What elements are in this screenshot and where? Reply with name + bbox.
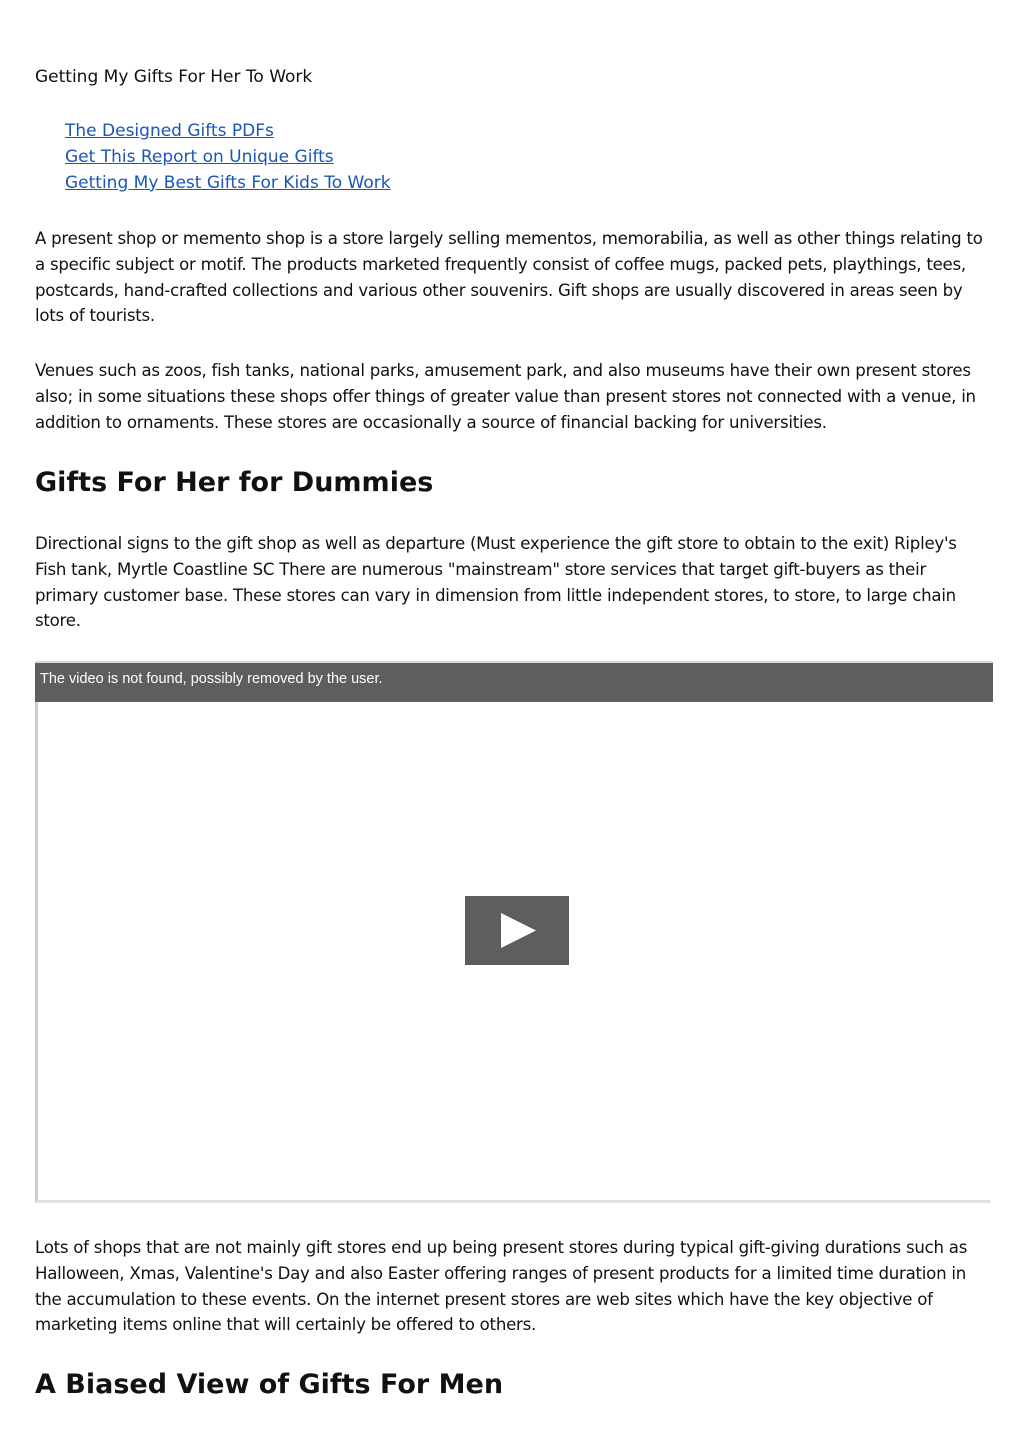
paragraph-gift-shop-definition: A present shop or memento shop is a store largely selling mementos, memorabilia, as well as other things relating to a specific subject or motif. The products marketed frequently consist of coffee mugs, packed pets, playthings, tees, postcards, hand-crafted collections and various other souvenirs. Gift shops are usually discovered in areas seen by lots of tourists. [35,229,983,326]
toc-link-designed-gifts[interactable]: The Designed Gifts PDFs [65,121,274,141]
table-of-contents [65,119,391,196]
video-error-message: The video is not found, possibly removed by the user. [40,671,383,687]
paragraph-venues: Venues such as zoos, fish tanks, national parks, amusement park, and also museums have their own present stores also; in some situations these shops offer things of greater value than present stores not connected with a venue, in addition to ornaments. These stores are occasionally a source of financial backing for universities. [35,361,976,432]
toc-item [65,171,391,197]
toc-item [65,145,391,171]
toc-link-unique-gifts[interactable]: Get This Report on Unique Gifts [65,146,334,167]
toc-item [65,119,391,145]
section-heading-gifts-for-her: Gifts For Her for Dummies [35,467,434,498]
paragraph-directional-signs: Directional signs to the gift shop as well as departure (Must experience the gift store to obtain to the exit) Ripley's Fish tank, Myrtle Coastline SC There are numerous "mainstream" store services that target gift-buyers as their primary customer base. These stores can vary in dimension from little independent stores, to store, to large chain store. [35,534,957,631]
intro-title: Getting My Gifts For Her To Work [35,67,313,87]
video-embed[interactable] [35,661,990,1203]
play-icon [465,896,569,965]
play-button[interactable] [465,896,569,965]
section-heading-gifts-for-men: A Biased View of Gifts For Men [35,1369,504,1400]
toc-link-gifts-for-kids[interactable]: Getting My Best Gifts For Kids To Work [65,172,391,193]
video-title-bar [35,661,993,702]
paragraph-seasonal-stores: Lots of shops that are not mainly gift stores end up being present stores during typical gift-giving durations such as Halloween, Xmas, Valentine's Day and also Easter offering ranges of present products for a limited time duration in the accumulation to these events. On the internet present stores are web sites which have the key objective of marketing items online that will certainly be offered to others. [35,1238,968,1335]
